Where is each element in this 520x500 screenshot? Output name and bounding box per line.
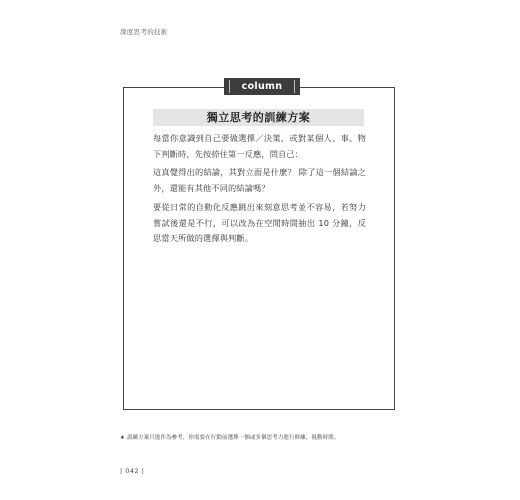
column-title: 獨立思考的訓練方案: [153, 109, 364, 126]
running-head: 深度思考的技術: [120, 28, 168, 36]
paragraph-1: 每當你意識到自己要做選擇／決策，或對某個人、事、物下判斷時，先按捺住第一反應，問自己：: [153, 133, 366, 159]
paragraph-2: 這真覺得出的結論，其對立面是什麼？ 除了這一個結論之外，還能有其他不同的結論嗎？: [153, 167, 366, 193]
page-number: | 042 |: [120, 467, 145, 475]
paragraph-3: 要從日常的自動化反應跳出來刻意思考並不容易，若努力嘗試後還是不行，可以改為在空閒時間抽出 10 分鐘，反思當天所做的選擇與判斷。: [153, 202, 366, 243]
footnote: ★ 訓練方案只能作為參考，你需要在行動前選擇一個或多個思考力進行修練，視動時間。: [120, 435, 340, 441]
column-tab-label: column: [224, 78, 300, 95]
